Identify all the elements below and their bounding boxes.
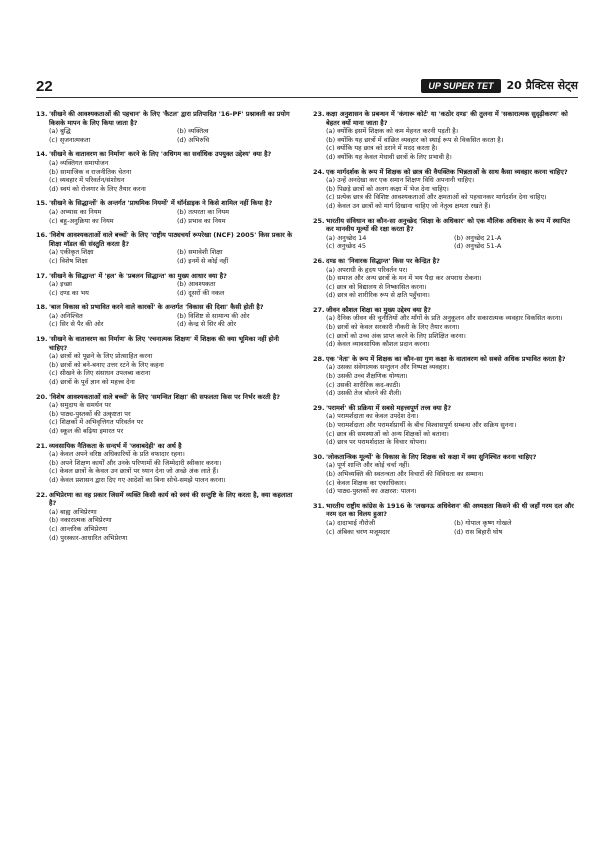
answer-option: (b) छात्रों को बने-बनाए उत्तर रटने के लिए कहना — [49, 360, 164, 369]
answer-option: (a) पूर्ण शान्ति और कोई चर्चा नहीं। — [326, 461, 410, 470]
answer-option: (b) छात्रों को केवल सरकारी नौकरी के लिए तैयार करना। — [326, 323, 460, 332]
answer-option: (a) अनिश्चित — [49, 311, 83, 320]
answer-options — [36, 450, 299, 484]
answer-option: (a) अनुच्छेद 14 — [326, 233, 367, 242]
answer-option: (c) शिक्षकों में अभिवृत्तिगत परिवर्तन पर — [49, 418, 143, 427]
answer-option: (d) दूसरों की नकल — [177, 288, 225, 297]
answer-option: (a) बाह्य अभिप्रेरणा — [49, 507, 97, 516]
answer-option: (d) पुरस्कार-आधारित अभिप्रेरणा — [49, 533, 128, 542]
answer-options — [313, 176, 576, 210]
question-stem — [36, 199, 299, 208]
question-number: 30. — [313, 452, 325, 461]
page-number: 22 — [36, 78, 53, 95]
question-text: 'परामर्श' की प्रक्रिया में सबसे महत्त्वपूर्ण तत्त्व क्या है? — [326, 403, 452, 412]
header-rule — [36, 97, 578, 98]
answer-options — [36, 312, 299, 329]
answer-option: (a) एकीकृत शिक्षा — [49, 248, 94, 257]
question-number: 16. — [36, 231, 48, 240]
answer-option: (b) तत्परता का नियम — [177, 207, 230, 216]
answer-option: (c) व्यवहार में परिवर्तन/संशोधन — [49, 176, 125, 185]
question-number: 21. — [36, 441, 48, 450]
question-block — [313, 110, 576, 162]
question-number: 29. — [313, 403, 325, 412]
question-text: 'बाल विकास को प्रभावित करने वाले कारकों' के अन्तर्गत 'विकास की दिशा' कैसी होती है? — [49, 303, 264, 312]
question-block — [313, 453, 576, 496]
question-stem — [313, 404, 576, 413]
answer-option: (d) प्रभाव का नियम — [177, 216, 226, 225]
question-stem — [36, 303, 299, 312]
question-text: कक्षा अनुशासन के प्रबन्धन में 'कंगारू कोर्ट' या 'कठोर दण्ड' की तुलना में 'सकारात्मक सुदृढ़ीकरण' को बेहतर क्यों माना जाता है? — [326, 110, 568, 127]
answer-options — [313, 266, 576, 300]
answer-options — [36, 159, 299, 193]
answer-option: (a) उन्हें अनदेखा कर एक समान शिक्षण विधि अपनानी चाहिए। — [326, 176, 475, 185]
answer-options — [313, 234, 576, 251]
answer-options — [36, 127, 299, 144]
question-number: 31. — [313, 501, 325, 510]
question-number: 15. — [36, 199, 48, 208]
answer-option: (d) छात्र पर परामर्शदाता के विचार थोपना। — [326, 438, 427, 447]
question-stem — [36, 393, 299, 402]
question-stem — [313, 110, 576, 127]
question-text: 'विशेष आवश्यकताओं वाले बच्चों' के लिए 'समन्वित शिक्षा' की सफलता किस पर निर्भर करती है? — [49, 392, 281, 401]
answer-option: (c) दण्ड का भय — [49, 288, 89, 297]
answer-option: (a) उसका संवेगात्मक सन्तुलन और निष्पक्ष व्यवहार। — [326, 363, 450, 372]
answer-option: (a) व्यक्तिगत समायोजन — [49, 158, 109, 167]
question-stem — [313, 502, 576, 519]
question-block — [313, 217, 576, 251]
right-column — [313, 110, 576, 542]
answer-option: (c) केवल शिक्षक का एकाधिकार। — [326, 478, 407, 487]
answer-options — [313, 519, 576, 536]
answer-option: (c) अनुच्छेद 45 — [326, 242, 367, 251]
answer-option: (b) समावेशी शिक्षा — [177, 248, 223, 257]
answer-option: (a) बुद्धि — [49, 127, 71, 136]
answer-option: (b) सामाजिक व राजनीतिक चेतना — [49, 167, 132, 176]
answer-option: (c) विशेष शिक्षा — [49, 256, 88, 265]
answer-option: (d) केवल प्रशासन द्वारा दिए गए आदेशों का बिना सोचे-समझे पालन करना। — [49, 475, 226, 484]
answer-options — [313, 127, 576, 161]
answer-option: (a) इच्छा — [49, 280, 72, 289]
question-number: 18. — [36, 303, 48, 312]
answer-options — [313, 363, 576, 397]
question-stem — [36, 110, 299, 127]
answer-option: (b) अनुच्छेद 21-A — [454, 233, 502, 242]
answer-option: (d) उसकी तेज बोलने की शैली। — [326, 389, 402, 398]
question-stem — [313, 306, 576, 315]
answer-option: (c) केवल छात्रों के केवल उन छात्रों पर ध्यान देना जो अच्छे अंक लाते हैं। — [49, 467, 219, 476]
question-stem — [313, 257, 576, 266]
answer-option: (a) क्योंकि इसमें शिक्षक को कम मेहनत करनी पड़ती है। — [326, 127, 459, 136]
question-text: एक 'नेता' के रूप में शिक्षक का कौन-सा गुण कक्षा के वातावरण को सबसे अधिक प्रभावित करता है? — [326, 354, 566, 363]
question-block — [313, 168, 576, 211]
running-header — [421, 78, 578, 93]
question-number: 14. — [36, 150, 48, 159]
left-column — [36, 110, 299, 548]
answer-option: (d) क्योंकि यह केवल मेधावी छात्रों के लिए प्रभावी है। — [326, 152, 452, 161]
question-stem — [313, 168, 576, 177]
question-number: 27. — [313, 305, 325, 314]
answer-option: (b) विशिष्ट से सामान्य की ओर — [177, 311, 250, 320]
question-text: व्यवसायिक नैतिकता के सन्दर्भ में 'जवाबदेही' का अर्थ है — [49, 441, 182, 450]
question-stem — [313, 453, 576, 462]
question-text: 'सीखने के सिद्धान्तों' के अन्तर्गत 'प्राथमिक नियमों' में थॉर्नडाइक ने किसे शामिल नहीं किया है? — [49, 199, 273, 208]
question-number: 13. — [36, 110, 48, 118]
question-block — [36, 150, 299, 193]
answer-option: (a) परामर्शदाता का केवल उपदेश देना। — [326, 412, 419, 421]
question-block — [36, 335, 299, 387]
answer-options — [313, 412, 576, 446]
question-block — [313, 257, 576, 300]
question-number: 19. — [36, 335, 48, 344]
question-number: 24. — [313, 167, 325, 176]
question-stem — [36, 150, 299, 159]
question-text: 'सीखने के सिद्धान्त' में 'हल' के 'प्रबलन सिद्धान्त' का मुख्य आधार क्या है? — [49, 271, 227, 280]
answer-options — [36, 508, 299, 542]
answer-option: (b) उसकी उच्च शैक्षणिक योग्यता। — [326, 372, 408, 381]
question-block — [313, 502, 576, 536]
answer-option: (c) अंबिका चरण मजूमदार — [326, 527, 390, 536]
question-block — [36, 303, 299, 329]
answer-option: (b) आवश्यकता — [177, 280, 216, 289]
answer-option: (d) अभिरुचि — [177, 135, 210, 144]
question-text: 'सीखने के वातावरण का निर्माण' करने के लिए 'अधिगम का सर्वाधिक उपयुक्त उद्देश्य' क्या है? — [49, 150, 272, 159]
answer-option: (c) आन्तरिक अभिप्रेरणा — [49, 524, 108, 533]
answer-option: (c) प्रत्येक छात्र की विशिष्ट आवश्यकताओं और क्षमताओं को पहचानकर मार्गदर्शन देना चाहिए। — [326, 193, 547, 202]
answer-option: (c) उसकी शारीरिक कद-काठी। — [326, 380, 401, 389]
answer-option: (d) पाठ्य-पुस्तकों का अक्षरश: पालन। — [326, 487, 417, 496]
answer-option: (c) छात्रों को उच्च अंक प्राप्त करने के लिए प्रशिक्षित करना। — [326, 331, 466, 340]
answer-options — [36, 401, 299, 435]
answer-option: (b) अभिव्यक्ति की स्वतन्त्रता और विचारों की विविधता का सम्मान। — [326, 469, 484, 478]
answer-option: (d) स्कूल की बढ़िया इमारत पर — [49, 427, 124, 435]
answer-option: (d) छात्र को शारीरिक रूप से क्षति पहुँचाना। — [326, 291, 430, 300]
question-stem — [313, 355, 576, 364]
question-text: एक मार्गदर्शक के रूप में शिक्षक को छात्र की वैयक्तिक भिन्नताओं के साथ कैसा व्यवहार करना चाहिए? — [326, 167, 568, 176]
answer-option: (d) केवल उन छात्रों को मार्ग दिखाना चाहिए जो नेतृत्व क्षमता रखते हैं। — [326, 201, 491, 210]
question-number: 17. — [36, 271, 48, 280]
question-block — [36, 231, 299, 265]
answer-option: (b) परामर्शदाता और परामर्शप्रार्थी के बीच विश्वासपूर्ण सम्बन्ध और सक्रिय सुनना। — [326, 421, 517, 429]
answer-options — [36, 208, 299, 225]
question-number: 22. — [36, 490, 48, 499]
answer-option: (d) केन्द्र से सिर की ओर — [177, 320, 237, 329]
answer-option: (c) सृजनात्मकता — [49, 135, 91, 144]
question-number: 20. — [36, 392, 48, 401]
question-number: 23. — [313, 110, 325, 118]
question-number: 28. — [313, 354, 325, 363]
question-text: जीवन कौशल शिक्षा का मुख्य उद्देश्य क्या है? — [326, 305, 432, 314]
answer-options — [36, 248, 299, 265]
question-block — [36, 199, 299, 225]
answer-option: (d) स्वयं को रोजगार के लिए तैयार करना — [49, 184, 146, 193]
question-block — [313, 306, 576, 349]
answer-option: (b) पाठ्य-पुस्तकों की उत्कृष्टता पर — [49, 409, 131, 418]
question-text: 'सीखने के वातावरण का निर्माण' के लिए 'रचनात्मक शिक्षण' में शिक्षक की क्या भूमिका नहीं होनी चाहिए? — [49, 335, 279, 352]
answer-option: (d) अनुच्छेद 51-A — [454, 242, 502, 251]
question-block — [36, 442, 299, 485]
answer-option: (b) क्योंकि यह छात्रों में वांछित व्यवहार को स्थाई रूप से विकसित करता है। — [326, 135, 504, 144]
book-title: 20 प्रैक्टिस सेट्स — [506, 79, 578, 92]
question-stem — [36, 491, 299, 508]
answer-option: (b) नकारात्मक अभिप्रेरणा — [49, 516, 112, 525]
question-block — [36, 393, 299, 436]
answer-option: (c) छात्र की समस्याओं को अन्य शिक्षकों को बताना। — [326, 429, 449, 438]
question-number: 25. — [313, 216, 325, 225]
question-number: 26. — [313, 256, 325, 265]
question-text: भारतीय राष्ट्रीय कांग्रेस के 1916 के 'लखनऊ अधिवेशन' की अध्यक्षता किसने की थी जहाँ गरम दल और नरम दल का विलय हुआ? — [326, 501, 574, 519]
answer-option: (c) बहु-अनुक्रिया का नियम — [49, 216, 114, 225]
question-stem — [36, 272, 299, 281]
question-block — [36, 491, 299, 543]
question-text: 'विशेष आवश्यकताओं वाले बच्चों' के लिए 'राष्ट्रीय पाठ्यचर्या रूपरेखा (NCF) 2005' किस प्रकार के शिक्षा मॉडल की संस्तुति करता है? — [49, 231, 293, 248]
answer-option: (a) अभ्यास का नियम — [49, 207, 102, 216]
answer-options — [36, 352, 299, 386]
answer-option: (d) इनमें से कोई नहीं — [177, 256, 229, 265]
question-block — [313, 355, 576, 398]
answer-option: (b) अपने शिक्षण कार्यों और उनके परिणामों की जिम्मेदारी स्वीकार करना। — [49, 458, 222, 467]
exam-badge: UP SUPER TET — [421, 79, 500, 93]
answer-option: (c) क्योंकि यह छात्र को डराने में मदद करता है। — [326, 144, 438, 153]
answer-option: (b) व्यक्तित्व — [177, 127, 209, 136]
question-stem — [36, 335, 299, 352]
answer-option: (b) गोपाल कृष्ण गोखले — [454, 518, 512, 527]
answer-option: (b) पिछड़े छात्रों को अलग कक्षा में भेज देना चाहिए। — [326, 184, 449, 193]
answer-option: (d) छात्रों के पूर्व ज्ञान को महत्त्व देना — [49, 378, 135, 387]
question-text: 'लोकतान्त्रिक मूल्यों' के विकास के लिए शिक्षक को कक्षा में क्या सुनिश्चित करना चाहिए? — [326, 452, 537, 461]
answer-option: (a) दैनिक जीवन की चुनौतियों और माँगों के प्रति अनुकूलन और सकारात्मक व्यवहार विकसित करना। — [326, 314, 563, 323]
answer-option: (a) समुदाय के समर्थन पर — [49, 401, 111, 410]
question-block — [36, 110, 299, 144]
answer-option: (d) केवल व्यावसायिक कौशल प्रदान करना। — [326, 340, 430, 349]
answer-option: (a) अपराधी के हृदय परिवर्तन पर। — [326, 265, 408, 274]
answer-options — [313, 461, 576, 495]
answer-option: (a) छात्रों को पूछने के लिए प्रोत्साहित करना — [49, 352, 153, 361]
answer-option: (c) सिर से पैर की ओर — [49, 320, 104, 329]
question-block — [36, 272, 299, 298]
question-stem — [36, 231, 299, 248]
question-stem — [36, 442, 299, 451]
question-text: 'सीखने की आवश्यकताओं की पहचान' के लिए 'कैटल' द्वारा प्रतिपादित '16-PF' प्रश्नावली का प्रयोग किसके मापन के लिए किया जाता है? — [49, 110, 290, 127]
answer-option: (b) समाज और अन्य छात्रों के मन में भय पैदा कर अपराध रोकना। — [326, 274, 482, 283]
answer-option: (d) रास बिहारी घोष — [454, 527, 503, 536]
answer-option: (a) केवल अपने वरिष्ठ अधिकारियों के प्रति वफादार रहना। — [49, 450, 185, 459]
answer-option: (a) दादाभाई नौरोजी — [326, 518, 376, 527]
answer-option: (c) छात्र को विद्यालय से निष्कासित करना। — [326, 282, 427, 291]
answer-option: (c) सीखने के लिए संसाधन उपलब्ध कराना — [49, 369, 151, 378]
question-text: अभिप्रेरणा का वह प्रकार जिसमें व्यक्ति किसी कार्य को स्वयं की सन्तुष्टि के लिए करता है, क्या कहलाता है? — [49, 490, 293, 508]
answer-options — [313, 314, 576, 348]
answer-options — [36, 280, 299, 297]
question-text: भारतीय संविधान का कौन-सा अनुच्छेद 'शिक्षा के अधिकार' को एक मौलिक अधिकार के रूप में स्थापित कर मानवीय मूल्यों की रक्षा करता है? — [326, 216, 570, 234]
question-block — [313, 404, 576, 447]
question-stem — [313, 217, 576, 234]
question-text: दण्ड का 'निवारक सिद्धान्त' किस पर केन्द्रित है? — [326, 256, 440, 265]
